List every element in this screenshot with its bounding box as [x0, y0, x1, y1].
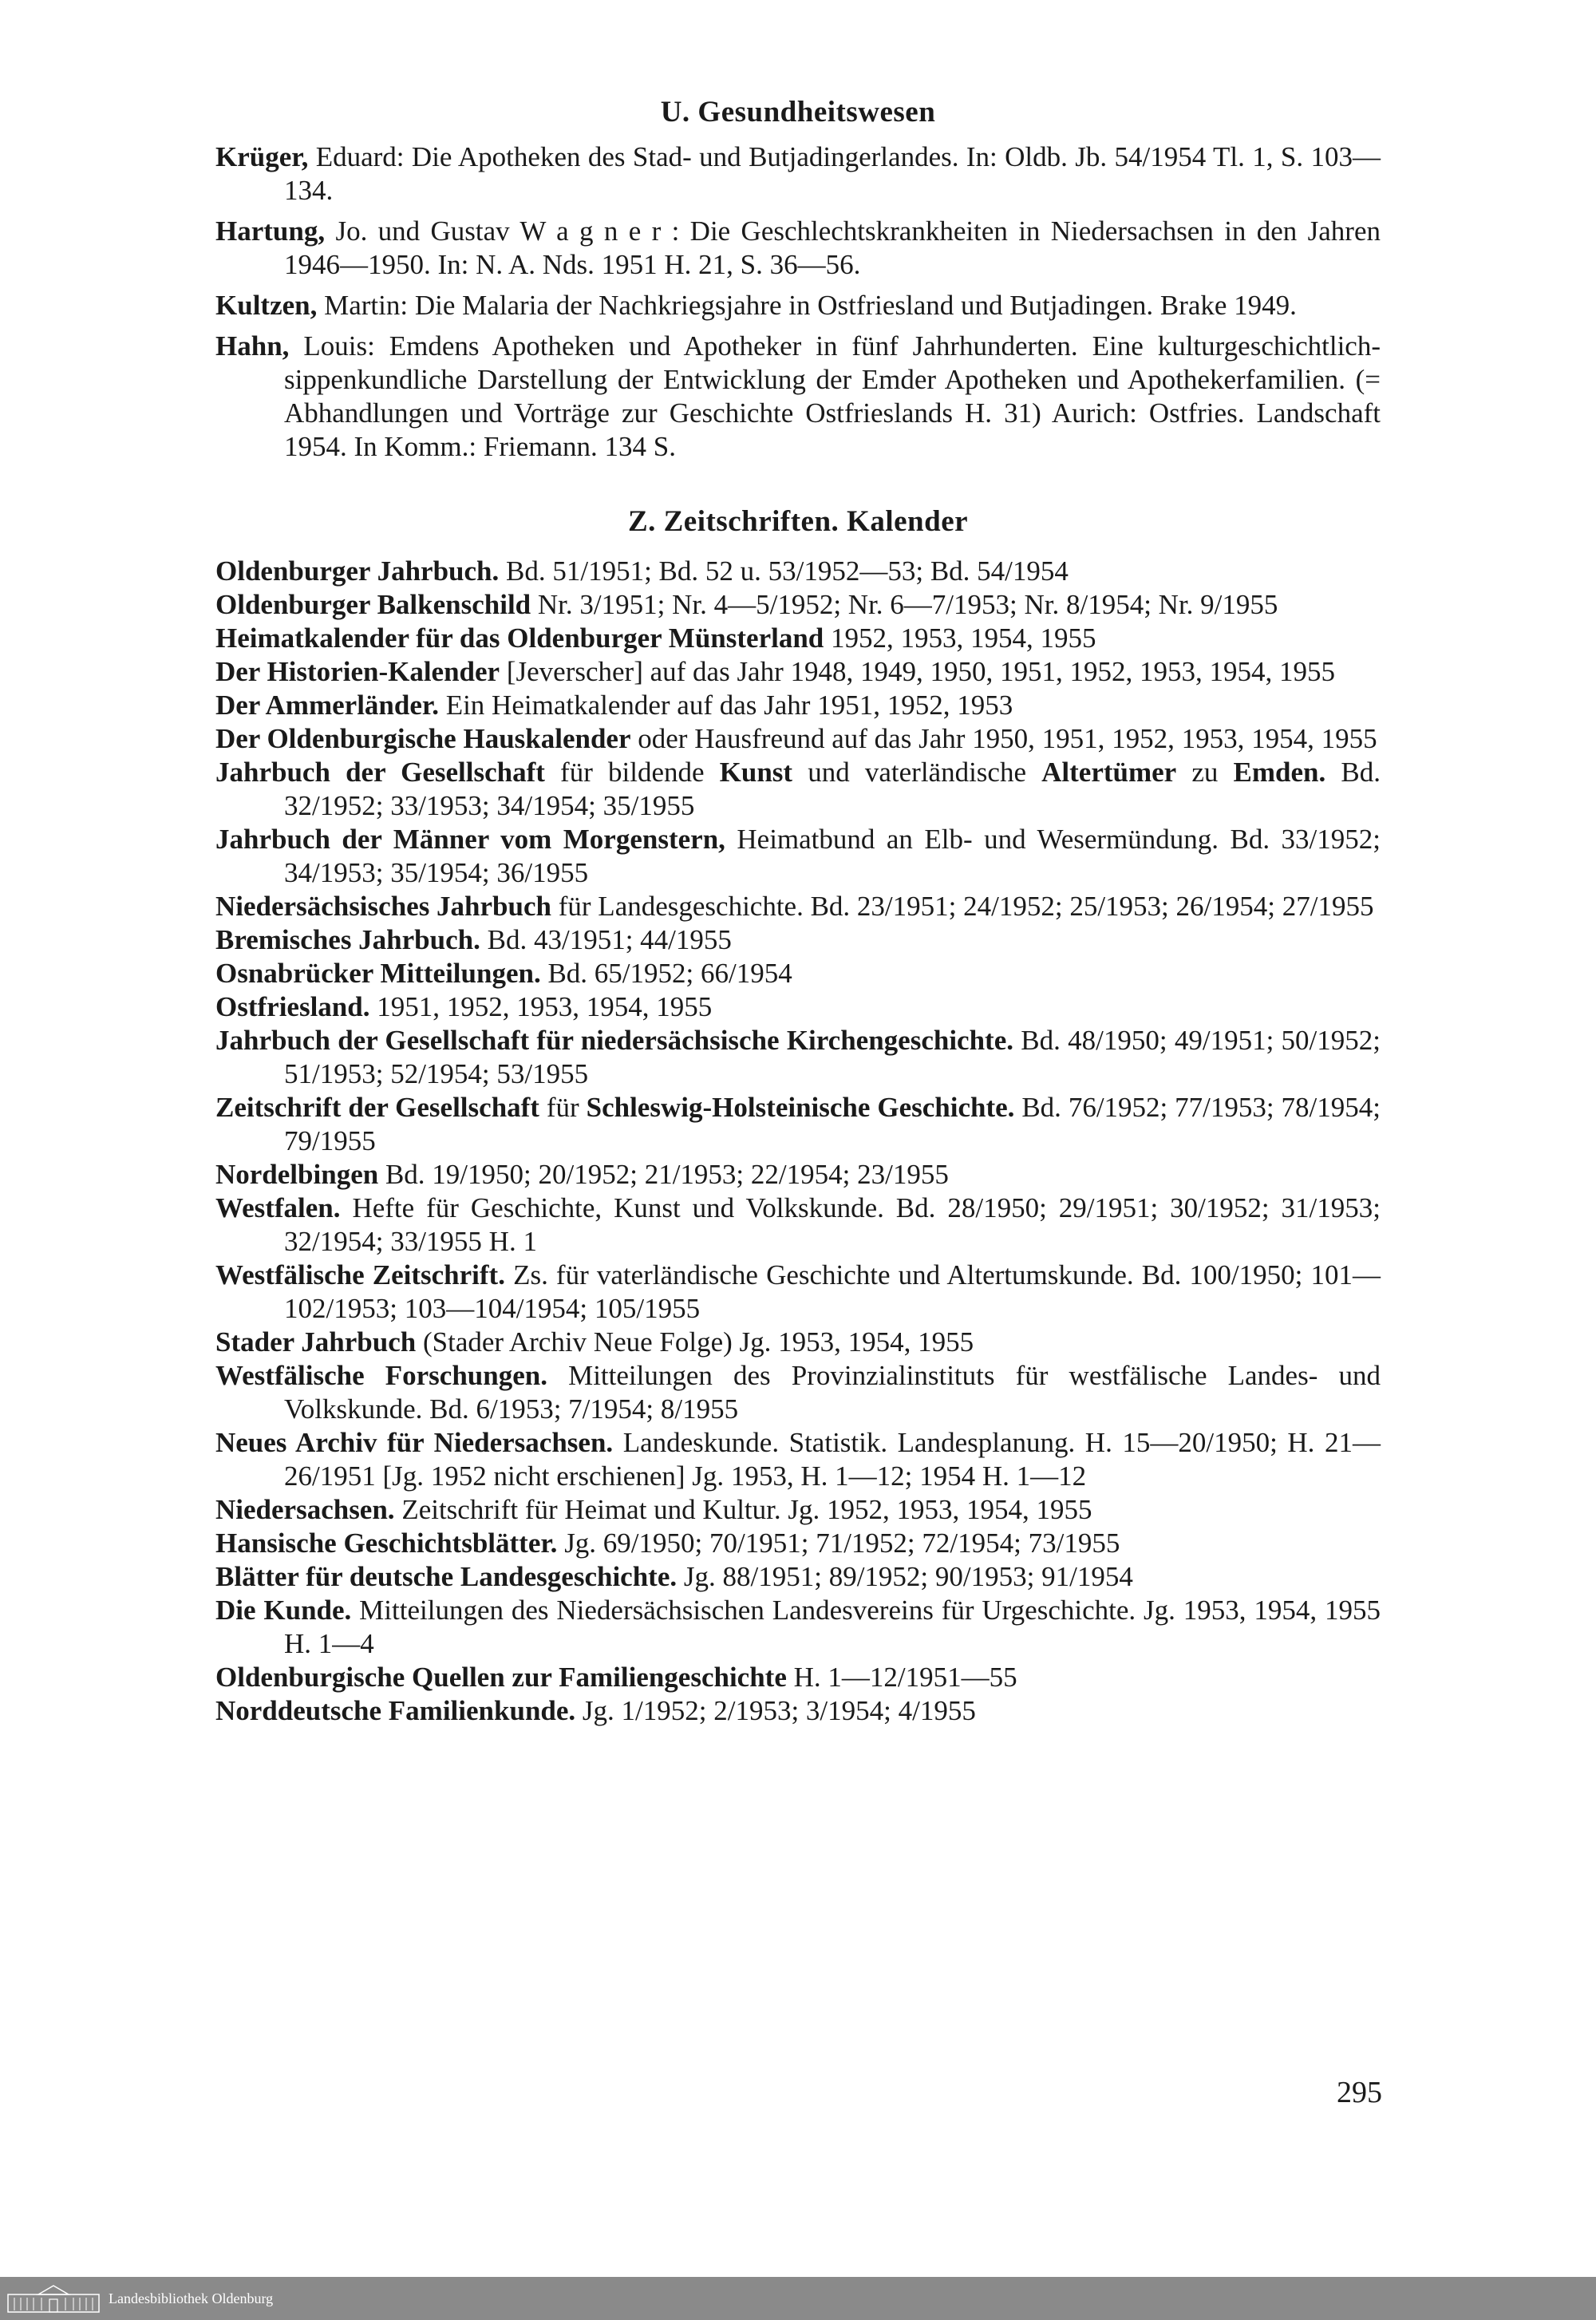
periodical-entry: [215, 1359, 1381, 1426]
periodical-entry: [215, 957, 1381, 990]
footer-library-name: Landesbibliothek Oldenburg: [109, 2290, 274, 2306]
periodical-title: Niedersächsisches Jahrbuch: [215, 891, 551, 922]
periodical-title: Neues Archiv für Niedersachsen.: [215, 1427, 614, 1458]
library-building-icon: [6, 2283, 101, 2314]
periodical-entry: [215, 689, 1381, 722]
section-entries-zeitschriften: [215, 555, 1381, 1728]
periodical-details: Zs. für vaterländische Geschichte und Altertumskunde. Bd. 100/1950; 101—102/1953; 103—104/1954; 105/1955: [284, 1259, 1381, 1324]
periodical-title: Stader Jahrbuch: [215, 1326, 417, 1358]
periodical-title: Der Ammerländer.: [215, 690, 439, 721]
periodical-details: Bd. 43/1951; 44/1955: [480, 924, 732, 955]
periodical-title: Niedersachsen.: [215, 1494, 395, 1525]
periodical-title: Jahrbuch der Gesellschaft für niedersächsische Kirchengeschichte.: [215, 1025, 1014, 1056]
periodical-title: Blätter für deutsche Landesgeschichte.: [215, 1561, 678, 1592]
bibliography-entry: [215, 215, 1381, 282]
periodical-title: Hansische Geschichtsblätter.: [215, 1528, 558, 1559]
periodical-details: oder Hausfreund auf das Jahr 1950, 1951, 1952, 1953, 1954, 1955: [630, 723, 1377, 754]
periodical-details: Jg. 69/1950; 70/1951; 71/1952; 72/1954; 73/1955: [557, 1528, 1120, 1559]
periodical-entry: [215, 655, 1381, 689]
periodical-details: zu: [1176, 757, 1234, 788]
periodical-title: Ostfriesland.: [215, 991, 370, 1022]
periodical-details: für: [539, 1092, 587, 1123]
periodical-entry: [215, 1326, 1381, 1359]
periodical-details: und vaterländische: [792, 757, 1042, 788]
periodical-details: (Stader Archiv Neue Folge) Jg. 1953, 1954, 1955: [416, 1326, 974, 1358]
periodical-entry: [215, 756, 1381, 823]
section-title-gesundheitswesen: U. Gesundheitswesen: [660, 96, 936, 128]
periodical-entry: [215, 1560, 1381, 1594]
periodical-entry: [215, 1024, 1381, 1091]
periodical-details: für Landesgeschichte. Bd. 23/1951; 24/1952; 25/1953; 26/1954; 27/1955: [551, 891, 1374, 922]
periodical-entry: [215, 1527, 1381, 1560]
section-title-zeitschriften: Z. Zeitschriften. Kalender: [627, 505, 969, 538]
periodical-title: Schleswig-Holsteinische Geschichte.: [586, 1092, 1015, 1123]
periodical-details: Bd. 48/1950; 49/1951; 50/1952; 51/1953; 52/1954; 53/1955: [284, 1025, 1381, 1089]
periodical-title: Jahrbuch der Männer vom Morgenstern,: [215, 824, 725, 855]
periodical-details: Landeskunde. Statistik. Landesplanung. H. 15—20/1950; H. 21—26/1951 [Jg. 1952 nicht erschienen] Jg. 1953, H. 1—12; 1954 H. 1—12: [284, 1427, 1381, 1492]
section-entries-gesundheitswesen: [215, 140, 1381, 464]
periodical-details: für bildende: [544, 757, 720, 788]
periodical-entry: [215, 1594, 1381, 1661]
periodical-title: Der Oldenburgische Hauskalender: [215, 723, 631, 754]
periodical-title: Westfalen.: [215, 1192, 341, 1223]
periodical-details: 1952, 1953, 1954, 1955: [824, 622, 1096, 654]
periodical-title: Osnabrücker Mitteilungen.: [215, 958, 541, 989]
periodical-title: Jahrbuch der Gesellschaft: [215, 757, 545, 788]
periodical-entry: [215, 990, 1381, 1024]
periodical-details: Heimatbund an Elb- und Wesermündung. Bd. 33/1952; 34/1953; 35/1954; 36/1955: [284, 824, 1381, 888]
periodical-details: Bd. 65/1952; 66/1954: [540, 958, 792, 989]
entry-author: Kultzen,: [215, 290, 318, 321]
periodical-entry: [215, 622, 1381, 655]
periodical-entry: [215, 1091, 1381, 1158]
periodical-title: Westfälische Forschungen.: [215, 1360, 547, 1391]
periodical-title: Der Historien-Kalender: [215, 656, 500, 687]
periodical-details: Mitteilungen des Niedersächsischen Landesvereins für Urgeschichte. Jg. 1953, 1954, 1955 H. 1—4: [284, 1595, 1381, 1659]
periodical-details: [Jeverscher] auf das Jahr 1948, 1949, 1950, 1951, 1952, 1953, 1954, 1955: [500, 656, 1336, 687]
periodical-entry: [215, 722, 1381, 756]
entry-text: Louis: Emdens Apotheken und Apotheker in fünf Jahrhunderten. Eine kulturgeschichtlich-sippenkundliche Darstellung der Entwicklung der Emder Apotheken und Apothekerfamilien. (= Abhandlungen und Vorträge zur Geschichte Ostfrieslands H. 31) Aurich: Ostfries. Landschaft 1954. In Komm.: Friemann. 134 S.: [284, 330, 1381, 462]
periodical-title: Heimatkalender für das Oldenburger Münsterland: [215, 622, 824, 654]
periodical-title: Westfälische Zeitschrift.: [215, 1259, 505, 1290]
page-content: [215, 94, 1381, 1728]
periodical-entry: [215, 1259, 1381, 1326]
periodical-details: Bd. 76/1952; 77/1953; 78/1954; 79/1955: [284, 1092, 1381, 1156]
periodical-details: Nr. 3/1951; Nr. 4—5/1952; Nr. 6—7/1953; Nr. 8/1954; Nr. 9/1955: [531, 589, 1278, 620]
periodical-entry: [215, 1493, 1381, 1527]
entry-author: Krüger,: [215, 141, 309, 172]
bibliography-entry: [215, 330, 1381, 464]
periodical-title: Norddeutsche Familienkunde.: [215, 1695, 576, 1726]
entry-text: Martin: Die Malaria der Nachkriegsjahre in Ostfriesland und Butjadingen. Brake 1949.: [317, 290, 1297, 321]
periodical-title: Oldenburger Balkenschild: [215, 589, 531, 620]
periodical-entry: [215, 555, 1381, 588]
periodical-title: Emden.: [1233, 757, 1326, 788]
periodical-entry: [215, 823, 1381, 890]
periodical-title: Oldenburgische Quellen zur Familiengeschichte: [215, 1662, 787, 1693]
periodical-details: Bd. 19/1950; 20/1952; 21/1953; 22/1954; 23/1955: [378, 1159, 949, 1190]
bibliography-entry: [215, 140, 1381, 207]
periodical-details: Zeitschrift für Heimat und Kultur. Jg. 1952, 1953, 1954, 1955: [394, 1494, 1092, 1525]
entry-text: Eduard: Die Apotheken des Stad- und Butjadingerlandes. In: Oldb. Jb. 54/1954 Tl. 1, S. 103—134.: [284, 141, 1381, 206]
entry-author: Hahn,: [215, 330, 290, 362]
page-number: 295: [1337, 2076, 1382, 2109]
periodical-details: Bd. 32/1952; 33/1953; 34/1954; 35/1955: [284, 757, 1381, 821]
periodical-details: Mitteilungen des Provinzialinstituts für westfälische Landes- und Volkskunde. Bd. 6/1953; 7/1954; 8/1955: [284, 1360, 1381, 1425]
periodical-entry: [215, 890, 1381, 923]
periodical-entry: [215, 923, 1381, 957]
periodical-details: Jg. 1/1952; 2/1953; 3/1954; 4/1955: [575, 1695, 976, 1726]
periodical-details: H. 1—12/1951—55: [786, 1662, 1017, 1693]
periodical-details: Ein Heimatkalender auf das Jahr 1951, 1952, 1953: [438, 690, 1013, 721]
periodical-entry: [215, 1158, 1381, 1192]
periodical-title: Nordelbingen: [215, 1159, 379, 1190]
periodical-title: Zeitschrift der Gesellschaft: [215, 1092, 539, 1123]
periodical-details: Jg. 88/1951; 89/1952; 90/1953; 91/1954: [677, 1561, 1133, 1592]
periodical-title: Die Kunde.: [215, 1595, 352, 1626]
entry-author: Hartung,: [215, 215, 326, 247]
periodical-title: Oldenburger Jahrbuch.: [215, 555, 500, 587]
periodical-details: Hefte für Geschichte, Kunst und Volkskunde. Bd. 28/1950; 29/1951; 30/1952; 31/1953; 32/1954; 33/1955 H. 1: [284, 1192, 1381, 1257]
periodical-details: Bd. 51/1951; Bd. 52 u. 53/1952—53; Bd. 54/1954: [499, 555, 1069, 587]
entry-text: Jo. und Gustav W a g n e r : Die Geschlechtskrankheiten in Niedersachsen in den Jahren 1946—1950. In: N. A. Nds. 1951 H. 21, S. 36—56.: [284, 215, 1381, 280]
periodical-entry: [215, 1694, 1381, 1728]
periodical-entry: [215, 1661, 1381, 1694]
footer-bar: [0, 2277, 1596, 2320]
periodical-entry: [215, 1192, 1381, 1259]
periodical-title: Altertümer: [1041, 757, 1177, 788]
periodical-entry: [215, 1426, 1381, 1493]
bibliography-entry: [215, 289, 1381, 322]
periodical-title: Bremisches Jahrbuch.: [215, 924, 480, 955]
periodical-title: Kunst: [719, 757, 793, 788]
periodical-details: 1951, 1952, 1953, 1954, 1955: [369, 991, 713, 1022]
periodical-entry: [215, 588, 1381, 622]
